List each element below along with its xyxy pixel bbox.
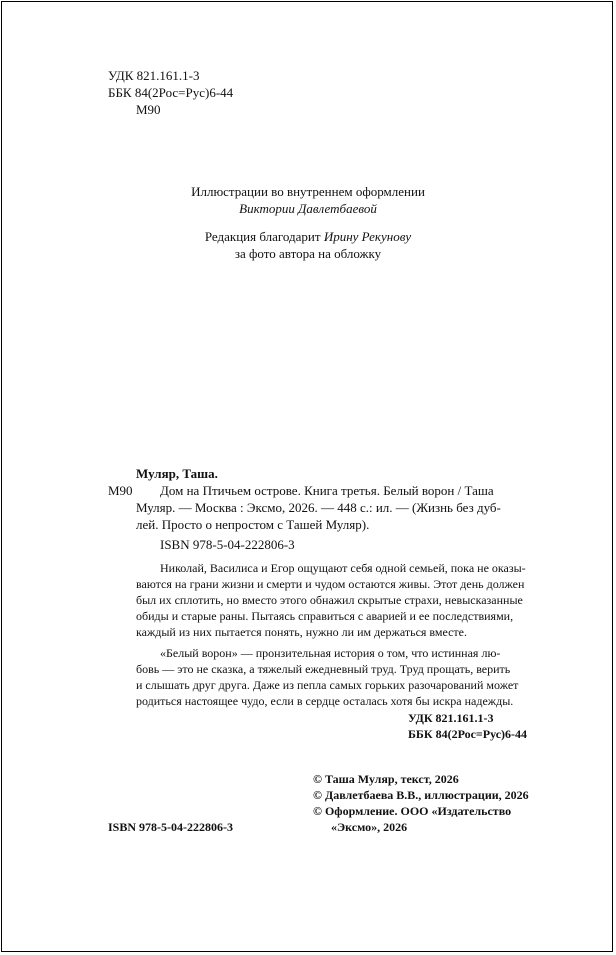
illustrator-name: Виктории Давлетбаевой xyxy=(239,201,377,216)
author-mark: М90 xyxy=(136,102,161,117)
annotation-line: Николай, Василиса и Егор ощущают себя одной семьей, пока не оказы- xyxy=(160,561,526,575)
catalog-desc-line: лей. Просто о непростом с Ташей Муляр). xyxy=(136,517,370,532)
catalog-author: Муляр, Таша. xyxy=(136,466,218,481)
page-border xyxy=(1,1,613,952)
annotation-line: и слышать друг друга. Даже из пепла самых горьких разочарований может xyxy=(136,678,519,692)
copyright-line: © Таша Муляр, текст, 2026 xyxy=(313,772,459,786)
annotation-line: бовь — это не сказка, а тяжелый ежедневный труд. Труд прощать, верить xyxy=(136,662,511,676)
annotation-line: был их сплотить, но вместо этого обнажил скрытые страхи, невысказанные xyxy=(136,593,523,607)
isbn-bottom: ISBN 978-5-04-222806-3 xyxy=(108,820,233,834)
copyright-line: © Давлетбаева В.В., иллюстрации, 2026 xyxy=(313,788,529,802)
annotation-line: ваются на грани жизни и смерти и чудом остаются живы. Этот день должен xyxy=(136,577,525,591)
thanks-line-2: за фото автора на обложку xyxy=(234,246,382,261)
bbk-code: ББК 84(2Рос=Рус)6-44 xyxy=(108,85,234,100)
thanks-line xyxy=(0,228,616,245)
annotation-line: родиться настоящее чудо, если в сердце осталась хотя бы искра надежды. xyxy=(136,694,514,708)
annotation-line: обиды и старые раны. Пытаясь справиться с аварией и ее последствиями, xyxy=(136,609,514,623)
udk-code-bottom: УДК 821.161.1-3 xyxy=(408,711,494,725)
catalog-desc-line: Дом на Птичьем острове. Книга третья. Белый ворон / Таша xyxy=(160,483,494,498)
catalog-desc-line: Муляр. — Москва : Эксмо, 2026. — 448 с.: ил. — (Жизнь без дуб- xyxy=(136,500,501,515)
catalog-mark: М90 xyxy=(108,483,133,498)
copyright-line: © Оформление. ООО «Издательство xyxy=(313,804,512,818)
udk-code: УДК 821.161.1-3 xyxy=(108,68,200,83)
illustrations-credit: Иллюстрации во внутреннем оформлении xyxy=(191,184,425,199)
annotation-line: каждый из них пытается понять, нужно ли им держаться вместе. xyxy=(136,625,467,639)
bbk-code-bottom: ББК 84(2Рос=Рус)6-44 xyxy=(408,727,528,741)
annotation-line: «Белый ворон» — пронзительная история о том, что истинная лю- xyxy=(160,646,501,660)
catalog-isbn: ISBN 978-5-04-222806-3 xyxy=(160,537,295,552)
copyright-line: «Эксмо», 2026 xyxy=(331,820,408,834)
thanks-prefix: Редакция благодарит xyxy=(204,229,324,244)
thanks-name: Ирину Рекунову xyxy=(323,229,412,244)
